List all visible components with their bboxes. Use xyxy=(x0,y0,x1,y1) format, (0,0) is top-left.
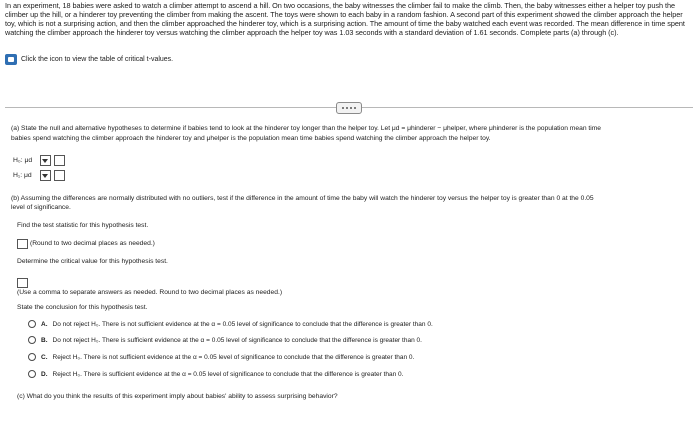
option-c-radio[interactable] xyxy=(28,353,36,361)
table-icon[interactable] xyxy=(5,54,17,65)
round-note: (Round to two decimal places as needed.) xyxy=(30,240,155,247)
alternative-hypothesis-label: H₁: μd xyxy=(13,172,32,179)
option-a[interactable] xyxy=(28,320,433,328)
option-c[interactable] xyxy=(28,353,414,361)
critical-values-link-text[interactable]: Click the icon to view the table of critical t-values. xyxy=(21,56,174,63)
option-b[interactable] xyxy=(28,336,422,344)
option-b-text: Do not reject H₀. There is sufficient evidence at the α = 0.05 level of significance to conclude that the difference is greater than 0. xyxy=(52,336,422,344)
option-b-radio[interactable] xyxy=(28,336,36,344)
expand-more-button[interactable] xyxy=(336,102,362,114)
option-a-radio[interactable] xyxy=(28,320,36,328)
more-dot-icon xyxy=(342,107,344,109)
part-a-prompt: (a) State the null and alternative hypotheses to determine if babies tend to look at the hinderer toy longer than the helper toy. Let μd = μhinderer − μhelper, where μhinderer is the population mean time xyxy=(11,125,602,132)
part-b-prompt-line2: level of significance. xyxy=(11,204,71,211)
option-d-text: Reject H₀. There is sufficient evidence at the α = 0.05 level of significance to conclude that the difference is greater than 0. xyxy=(52,370,404,378)
option-d-letter: D. xyxy=(41,370,48,378)
more-dot-icon xyxy=(354,107,356,109)
test-statistic-prompt: Find the test statistic for this hypothesis test. xyxy=(17,222,149,229)
alternative-hypothesis-row xyxy=(13,170,65,181)
option-a-text: Do not reject H₀. There is not sufficient evidence at the α = 0.05 level of significance to conclude that the difference is greater than 0. xyxy=(52,320,433,328)
part-b-prompt: (b) Assuming the differences are normally distributed with no outliers, test if the difference in the amount of time the baby will watch the hinderer toy versus the helper toy is greater than 0 at the 0.05 xyxy=(11,195,594,202)
more-dot-icon xyxy=(346,107,348,109)
option-d[interactable] xyxy=(28,370,403,378)
part-c-prompt: (c) What do you think the results of this experiment imply about babies' ability to assess surprising behavior? xyxy=(17,393,338,400)
alternative-hypothesis-value-input[interactable] xyxy=(54,170,65,181)
null-hypothesis-row xyxy=(13,155,65,166)
null-hypothesis-label: H₀: μd xyxy=(13,157,33,164)
more-dot-icon xyxy=(350,107,352,109)
critical-value-prompt: Determine the critical value for this hypothesis test. xyxy=(17,258,168,265)
alternative-hypothesis-operator-dropdown[interactable] xyxy=(40,170,51,181)
test-statistic-input[interactable] xyxy=(17,239,28,249)
null-hypothesis-value-input[interactable] xyxy=(54,155,65,166)
part-a-prompt-line2: babies spend watching the climber approach the hinderer toy and μhelper is the population mean time babies spend watching the climber approach the helper toy. xyxy=(11,135,491,142)
null-hypothesis-operator-dropdown[interactable] xyxy=(40,155,51,166)
critical-value-input[interactable] xyxy=(17,278,28,288)
option-d-radio[interactable] xyxy=(28,370,36,378)
problem-statement: In an experiment, 18 babies were asked to watch a climber attempt to ascend a hill. On two occasions, the baby witnesses the climber fail to make the climb. Then, the baby witnesses either a helper toy push the climber up the hill, or a hinderer toy preventing the climber from making the ascent. The toys were shown to each baby in a random fashion. A second part of this experiment showed the climber approach the helper toy, which is not a surprising action, and then the climber approached the hinderer toy, which is a surprising action. The amount of time the baby watched each event was recorded. The mean difference in time spent watching the climber approach the hinderer toy versus watching the climber approach the helper toy was 1.03 seconds with a standard deviation of 1.61 seconds. Complete parts (a) through (c). xyxy=(5,1,685,37)
critical-values-link[interactable] xyxy=(5,54,173,65)
comma-round-note: (Use a comma to separate answers as needed. Round to two decimal places as needed.) xyxy=(17,289,283,296)
option-c-text: Reject H₀. There is not sufficient evidence at the α = 0.05 level of significance to conclude that the difference is greater than 0. xyxy=(52,353,415,361)
conclusion-prompt: State the conclusion for this hypothesis test. xyxy=(17,304,148,311)
option-a-letter: A. xyxy=(41,320,48,328)
option-c-letter: C. xyxy=(41,353,48,361)
option-b-letter: B. xyxy=(41,336,48,344)
